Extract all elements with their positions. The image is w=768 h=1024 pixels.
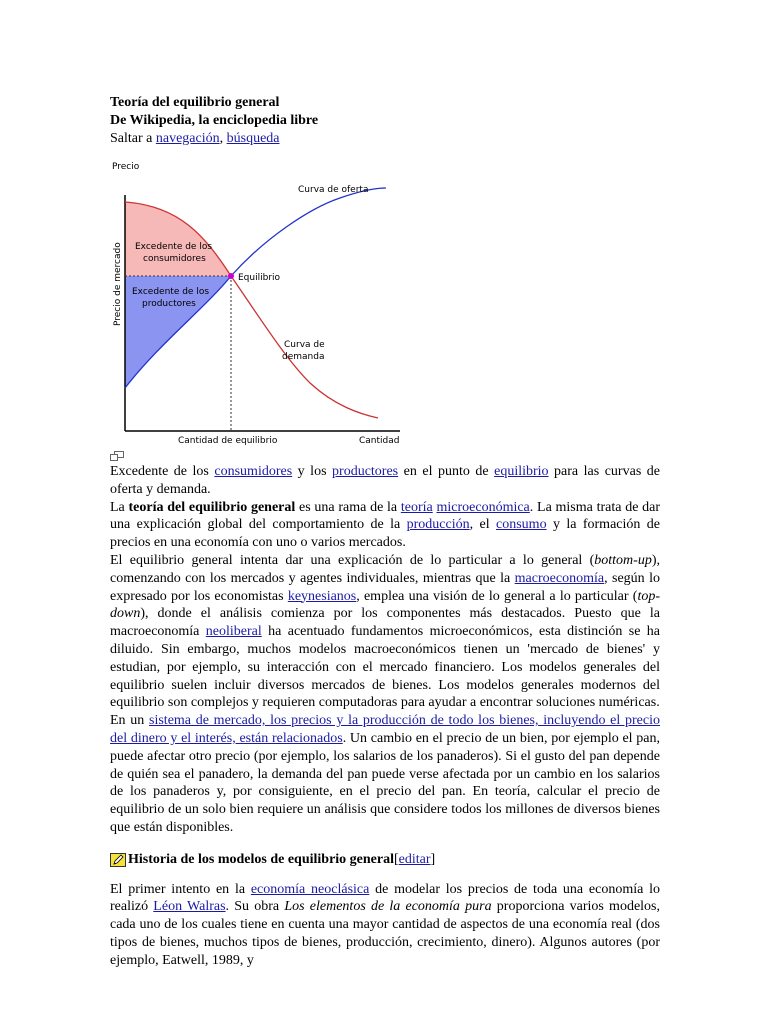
enlarge-icon[interactable] (110, 451, 124, 461)
italic-term: Los elementos de la economía pura (284, 899, 492, 915)
caption-text: Excedente de los (110, 464, 215, 479)
y-axis-side-label: Precio de mercado (113, 242, 123, 326)
paragraph-text: es una rama de la (295, 499, 401, 515)
paragraph-market (110, 712, 660, 837)
paragraph-text: El primer intento en la (110, 881, 251, 897)
paragraph-text: . Su obra (225, 899, 285, 915)
page-title: Teoría del equilibrio general (110, 95, 280, 110)
section-heading (110, 851, 660, 869)
caption-text: en el punto de (398, 464, 495, 479)
paragraph-text: ha acentuado fundamentos microeconómicos, esta distinción se ha diluido. Sin embargo, muchos modelos macroeconómicos tienen un 'mercado de bienes' y estudian, por ejemplo, su interacción con el mercado financiero. Los modelos generales del equilibrio suelen incluir diversos mercados de bienes. Los modelos generales modernos del equilibrio son complejos y requieren computadoras para ayudar a encontrar soluciones numéricas. (110, 624, 660, 711)
consumer-surplus-label-2: consumidores (143, 254, 206, 264)
demand-curve-label-1: Curva de (284, 340, 325, 350)
italic-term: top-down (110, 588, 660, 622)
teoria-link[interactable]: teoría (400, 499, 433, 515)
paragraph-text: . Un cambio en el precio de un bien, por ejemplo el pan, puede afectar otro precio (por ejemplo, los salarios de los panaderos). Si el gusto del pan depende de quién sea el panadero, la demanda del pan puede verse afectada por un cambio en los salarios de los panaderos y, por consiguiente, en el precio del pan. En teoría, calcular el precio de equilibrio de un solo bien requiere un análisis que considere todos los millones de diversos bienes que están disponibles. (110, 730, 660, 835)
keynesianos-link[interactable]: keynesianos (287, 588, 357, 604)
caption-text: y los (292, 464, 333, 479)
paragraph-text: , según lo expresado por los economistas (110, 570, 660, 604)
edit-section-link[interactable]: editar (398, 851, 431, 867)
paragraph-text: ), donde el análisis comienza por los componentes más destacados. Puesto que la macroeconomía (110, 606, 660, 640)
jump-separator: , (219, 131, 227, 146)
paragraph-general (110, 552, 660, 712)
consumer-surplus-area (125, 202, 231, 276)
jump-prefix: Saltar a (110, 131, 156, 146)
paragraph-text: proporciona varios modelos, cada uno de los cuales tiene en cuenta una mayor cantidad de aspectos de una economía real (dos tipos de bienes, muchos tipos de bienes, producción, crecimiento, dinero). Algunos autores (por ejemplo, Eatwell, 1989, y (110, 899, 660, 968)
microeconomica-link[interactable]: microeconómica (436, 499, 530, 515)
paragraph-text: ), comenzando con los mercados y agentes individuales, mientras que la (110, 552, 660, 586)
edit-bracket: [ (394, 851, 399, 867)
bold-term: teoría del equilibrio general (128, 499, 296, 515)
paragraph-text: En un (110, 713, 150, 729)
productores-link[interactable]: productores (332, 464, 399, 479)
edit-pencil-icon[interactable] (110, 853, 126, 867)
paragraph-text: , el (469, 517, 497, 533)
economia-neoclasica-link[interactable]: economía neoclásica (250, 881, 370, 897)
x-axis-mid-label: Cantidad de equilibrio (178, 436, 278, 446)
leon-walras-link[interactable]: Léon Walras (153, 899, 226, 915)
consumer-surplus-label-1: Excedente de los (135, 242, 213, 252)
paragraph-text: y la formación de precios en una economía con uno o varios mercados. (110, 517, 660, 551)
paragraph-text: de modelar los precios de toda una economía lo realizó (110, 881, 660, 915)
equilibrium-label: Equilibrio (238, 273, 281, 283)
paragraph-text: . La misma trata de dar una explicación global del comportamiento de la (110, 499, 661, 533)
section-title: Historia de los modelos de equilibrio general (128, 851, 394, 867)
equilibrium-point (228, 273, 234, 279)
neoliberal-link[interactable]: neoliberal (205, 624, 262, 640)
caption-text: para las curvas de oferta y demanda. (110, 464, 660, 497)
consumo-link[interactable]: consumo (496, 517, 547, 533)
search-link[interactable]: búsqueda (226, 131, 280, 146)
page-subtitle: De Wikipedia, la enciclopedia libre (110, 113, 319, 128)
demand-curve-label-2: demanda (282, 352, 325, 362)
produccion-link[interactable]: producción (406, 517, 470, 533)
paragraph-intro (110, 499, 660, 552)
paragraph-history (110, 881, 660, 970)
y-axis-title: Precio (112, 162, 140, 172)
paragraph-text: La (110, 499, 129, 515)
consumidores-link[interactable]: consumidores (214, 464, 293, 479)
nav-link[interactable]: navegación (155, 131, 220, 146)
paragraph-text: , emplea una visión de lo general a lo particular ( (356, 588, 638, 604)
paragraph-text: El equilibrio general intenta dar una explicación de lo particular a lo general ( (110, 552, 595, 568)
producer-surplus-label-1: Excedente de los (132, 287, 210, 297)
equilibrio-link[interactable]: equilibrio (494, 464, 549, 479)
macroeconomia-link[interactable]: macroeconomía (514, 570, 605, 586)
jump-links (110, 130, 660, 148)
edit-bracket: ] (430, 851, 436, 867)
figure-caption (110, 463, 660, 499)
sistema-de-mercado-link[interactable]: sistema de mercado, los precios y la producción de todo los bienes, incluyendo el precio del dinero y el interés, están relacionados (110, 713, 660, 746)
supply-demand-figure (110, 148, 410, 448)
supply-curve-label: Curva de oferta (298, 185, 369, 195)
article (110, 94, 660, 970)
italic-term: bottom-up (594, 552, 652, 568)
producer-surplus-label-2: productores (142, 299, 196, 309)
x-axis-end-label: Cantidad (359, 436, 400, 446)
